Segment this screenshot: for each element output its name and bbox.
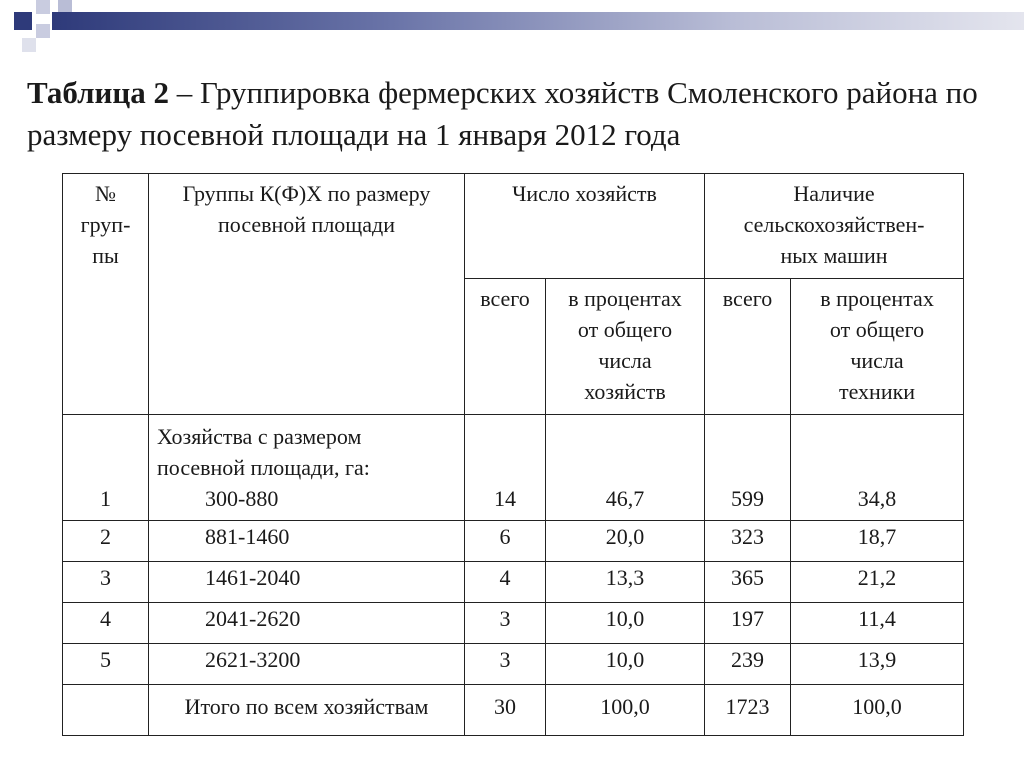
header-pct-line: техники	[838, 379, 916, 405]
header-num-line: груп-	[80, 212, 131, 237]
cell-farms-pct: 20,0	[546, 521, 705, 562]
header-total-label: всего	[480, 286, 530, 312]
decor-square-light	[36, 0, 50, 14]
cell-mach-pct: 11,4	[791, 603, 964, 644]
cell-num: 3	[63, 562, 149, 603]
header-pct-line: в процентах	[568, 286, 682, 312]
header-pct-line: в процентах	[820, 286, 934, 312]
cell-group	[149, 603, 465, 644]
cell-mach-pct: 34,8	[791, 415, 964, 521]
cell-mach: 323	[705, 521, 791, 562]
cell-mach: 599	[705, 415, 791, 521]
total-mach-pct: 100,0	[791, 685, 964, 736]
cell-group	[149, 521, 465, 562]
cell-farms-pct: 10,0	[546, 644, 705, 685]
cell-group	[149, 415, 465, 521]
page-title	[27, 72, 987, 156]
header-group-line: Группы К(Ф)Х по размеру	[182, 181, 431, 206]
header-machines-line: сельскохозяйствен-	[743, 212, 925, 237]
header-machines-line: Наличие	[793, 181, 875, 206]
group-caption-line: Хозяйства с размером	[157, 424, 362, 449]
header-num-line: №	[95, 181, 116, 206]
total-farms-pct: 100,0	[546, 685, 705, 736]
table-row	[63, 521, 964, 562]
header-pct-line: от общего	[829, 317, 925, 343]
cell-mach: 239	[705, 644, 791, 685]
header-pct-line: числа	[850, 348, 904, 374]
cell-mach-pct: 13,9	[791, 644, 964, 685]
header-farms-label: Число хозяйств	[512, 181, 657, 206]
header-group-line: посевной площади	[218, 212, 395, 237]
cell-mach: 197	[705, 603, 791, 644]
cell-num: 1	[63, 415, 149, 521]
group-caption-line: посевной площади, га:	[157, 455, 370, 480]
header-mach-pct	[791, 279, 964, 415]
decor-square-dark	[14, 12, 32, 30]
cell-group	[149, 562, 465, 603]
title-rest: – Группировка фермерских хозяйств Смоленского района по размеру посевной площади на 1 января 2012 года	[27, 75, 978, 152]
data-table	[62, 173, 964, 736]
header-machines	[705, 174, 964, 279]
cell-mach-pct: 18,7	[791, 521, 964, 562]
header-group	[149, 174, 465, 415]
header-pct-line: числа	[598, 348, 652, 374]
header-farms-pct	[546, 279, 705, 415]
cell-range: 1461-2040	[205, 565, 301, 590]
cell-num-empty	[63, 685, 149, 736]
cell-range: 881-1460	[205, 524, 290, 549]
table-row	[63, 415, 964, 521]
header-total-label: всего	[722, 286, 773, 312]
total-mach: 1723	[705, 685, 791, 736]
cell-farms-pct: 13,3	[546, 562, 705, 603]
cell-farms: 3	[465, 644, 546, 685]
header-num	[63, 174, 149, 415]
header-row-1	[63, 174, 964, 279]
header-pct-line: от общего	[577, 317, 673, 343]
cell-farms: 4	[465, 562, 546, 603]
table-row	[63, 644, 964, 685]
cell-farms-pct: 46,7	[546, 415, 705, 521]
header-farms-total	[465, 279, 546, 415]
cell-group	[149, 644, 465, 685]
header-farms	[465, 174, 705, 279]
cell-range: 300-880	[205, 486, 279, 511]
total-label: Итого по всем хозяйствам	[149, 685, 465, 736]
total-farms: 30	[465, 685, 546, 736]
cell-farms: 3	[465, 603, 546, 644]
slide-header-decoration	[0, 0, 1024, 64]
decor-square-light	[22, 38, 36, 52]
cell-num: 5	[63, 644, 149, 685]
header-machines-line: ных машин	[780, 243, 888, 268]
cell-range: 2041-2620	[205, 606, 301, 631]
cell-farms: 14	[465, 415, 546, 521]
cell-range: 2621-3200	[205, 647, 301, 672]
header-pct-line: хозяйств	[584, 379, 666, 405]
decor-square-light	[36, 24, 50, 38]
table-row	[63, 562, 964, 603]
total-row	[63, 685, 964, 736]
cell-farms-pct: 10,0	[546, 603, 705, 644]
table-row	[63, 603, 964, 644]
cell-mach: 365	[705, 562, 791, 603]
cell-mach-pct: 21,2	[791, 562, 964, 603]
header-num-line: пы	[92, 243, 119, 268]
cell-farms: 6	[465, 521, 546, 562]
title-bold: Таблица 2	[27, 75, 169, 110]
decor-band	[52, 12, 1024, 30]
cell-num: 4	[63, 603, 149, 644]
header-mach-total	[705, 279, 791, 415]
cell-num: 2	[63, 521, 149, 562]
